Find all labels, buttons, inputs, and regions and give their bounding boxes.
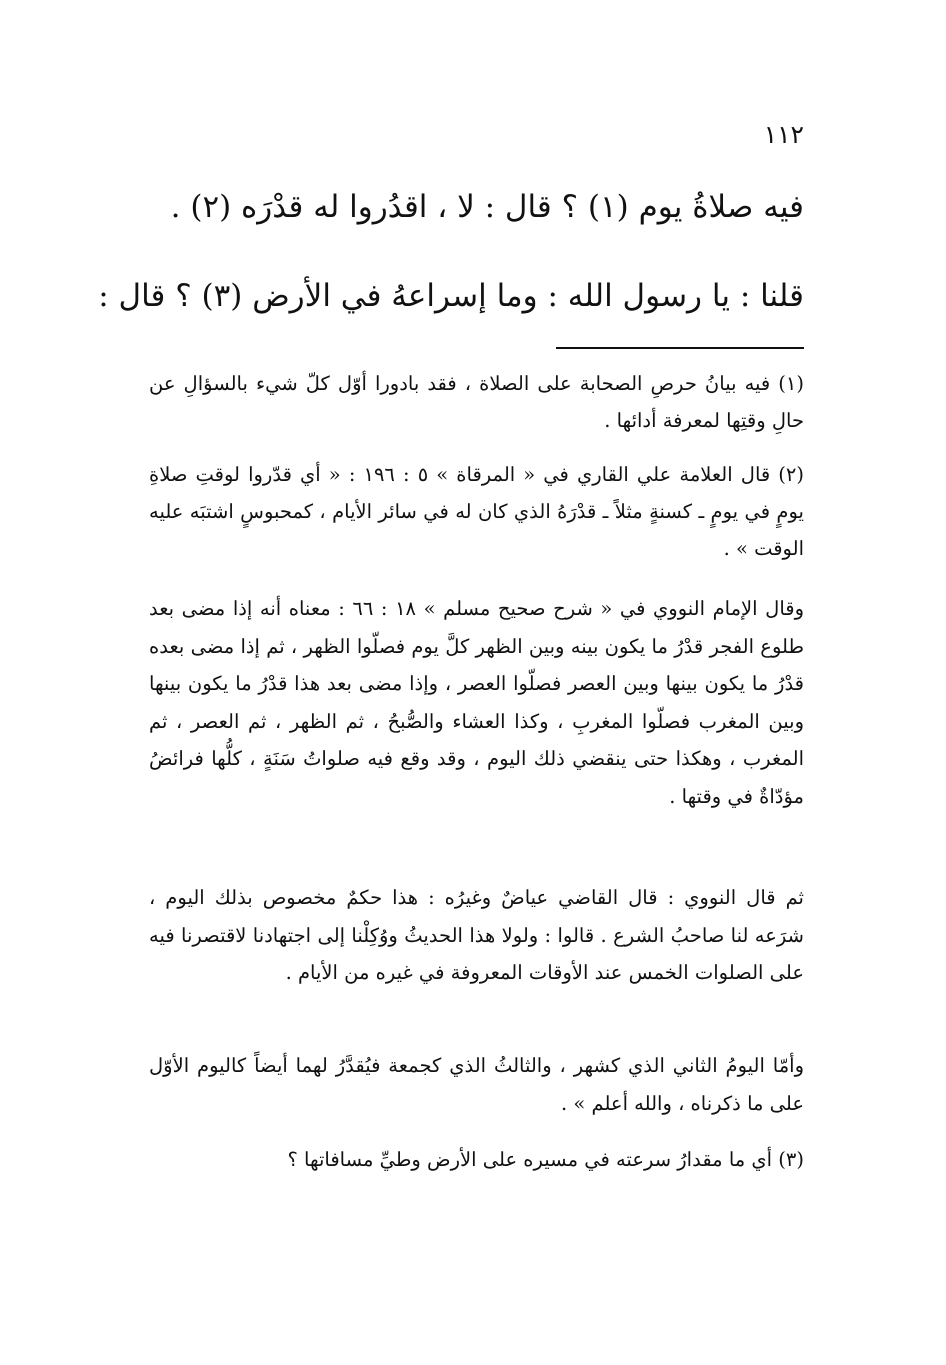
- footnote-2-nawawi-text: وقال الإمام النووي في « شرح صحيح مسلم » ١٨ : ٦٦ : معناه أنه إذا مضى بعد طلوع الفجر قدْرُ ما يكون بينه وبين الظهر كلَّ يوم فصلّوا الظهر ، ثم إذا مضى بعده قدْرُ ما يكون بينها وبين العصر فصلّوا العصر ، وإذا مضى بعد هذا قدْرُ ما يكون بينها وبين المغرب فصلّوا المغربِ ، وكذا العشاء والصُّبحُ ، ثم الظهر ، ثم العصر ، ثم المغرب ، وهكذا حتى ينقضي ذلك اليوم ، وقد وقع فيه صلواتُ سَنَةٍ ، كلُّها فرائضُ مؤدّاةٌ في وقتها .: [149, 597, 804, 808]
- page-number: ١١٢: [763, 120, 804, 149]
- main-text-line-2: قلنا : يا رسول الله : وما إسراعهُ في الأرض (٣) ؟ قال :: [98, 278, 804, 314]
- footnote-3-text: (٣) أي ما مقدارُ سرعته في مسيره على الأرض وطيِّ مسافاتها ؟: [287, 1148, 804, 1171]
- footnote-2-nawawi-paragraph: [149, 590, 804, 815]
- footnote-2-text: (٢) قال العلامة علي القاري في « المرقاة » ٥ : ١٩٦ : « أي قدّروا لوقتِ صلاةِ يومٍ في يومٍ ـ كسنةٍ مثلاً ـ قدْرَهُ الذي كان له في سائر الأيام ، كمحبوسٍ اشتبَه عليه الوقت » .: [149, 463, 805, 560]
- footnote-3: [149, 1141, 804, 1179]
- footnote-2-iyad-text: ثم قال النووي : قال القاضي عياضٌ وغيرُه : هذا حكمٌ مخصوص بذلك اليوم ، شرَعه لنا صاحبُ الشرع . قالوا : ولولا هذا الحديثُ ووُكِلْنا إلى اجتهادنا لاقتصرنا فيه على الصلوات الخمس عند الأوقات المعروفة في غيره من الأيام .: [149, 886, 804, 984]
- footnote-2-closing-paragraph: [149, 1047, 804, 1122]
- footnote-1: [149, 365, 804, 439]
- footnote-separator: [556, 347, 804, 349]
- main-text-line-1: فيه صلاةُ يوم (١) ؟ قال : لا ، اقدُروا له قدْرَه (٢) .: [170, 189, 804, 225]
- footnote-2: [149, 456, 804, 567]
- footnote-1-text: (١) فيه بيانُ حرصِ الصحابة على الصلاة ، فقد بادورا أوّل كلّ شيء بالسؤالِ عن حالِ وقتِها لمعرفة أدائها .: [149, 372, 804, 432]
- footnote-2-closing-text: وأمّا اليومُ الثاني الذي كشهر ، والثالثُ الذي كجمعة فيُقدَّرُ لهما أيضاً كاليوم الأوّل على ما ذكرناه ، والله أعلم » .: [149, 1054, 804, 1115]
- footnote-2-iyad-paragraph: [149, 879, 804, 992]
